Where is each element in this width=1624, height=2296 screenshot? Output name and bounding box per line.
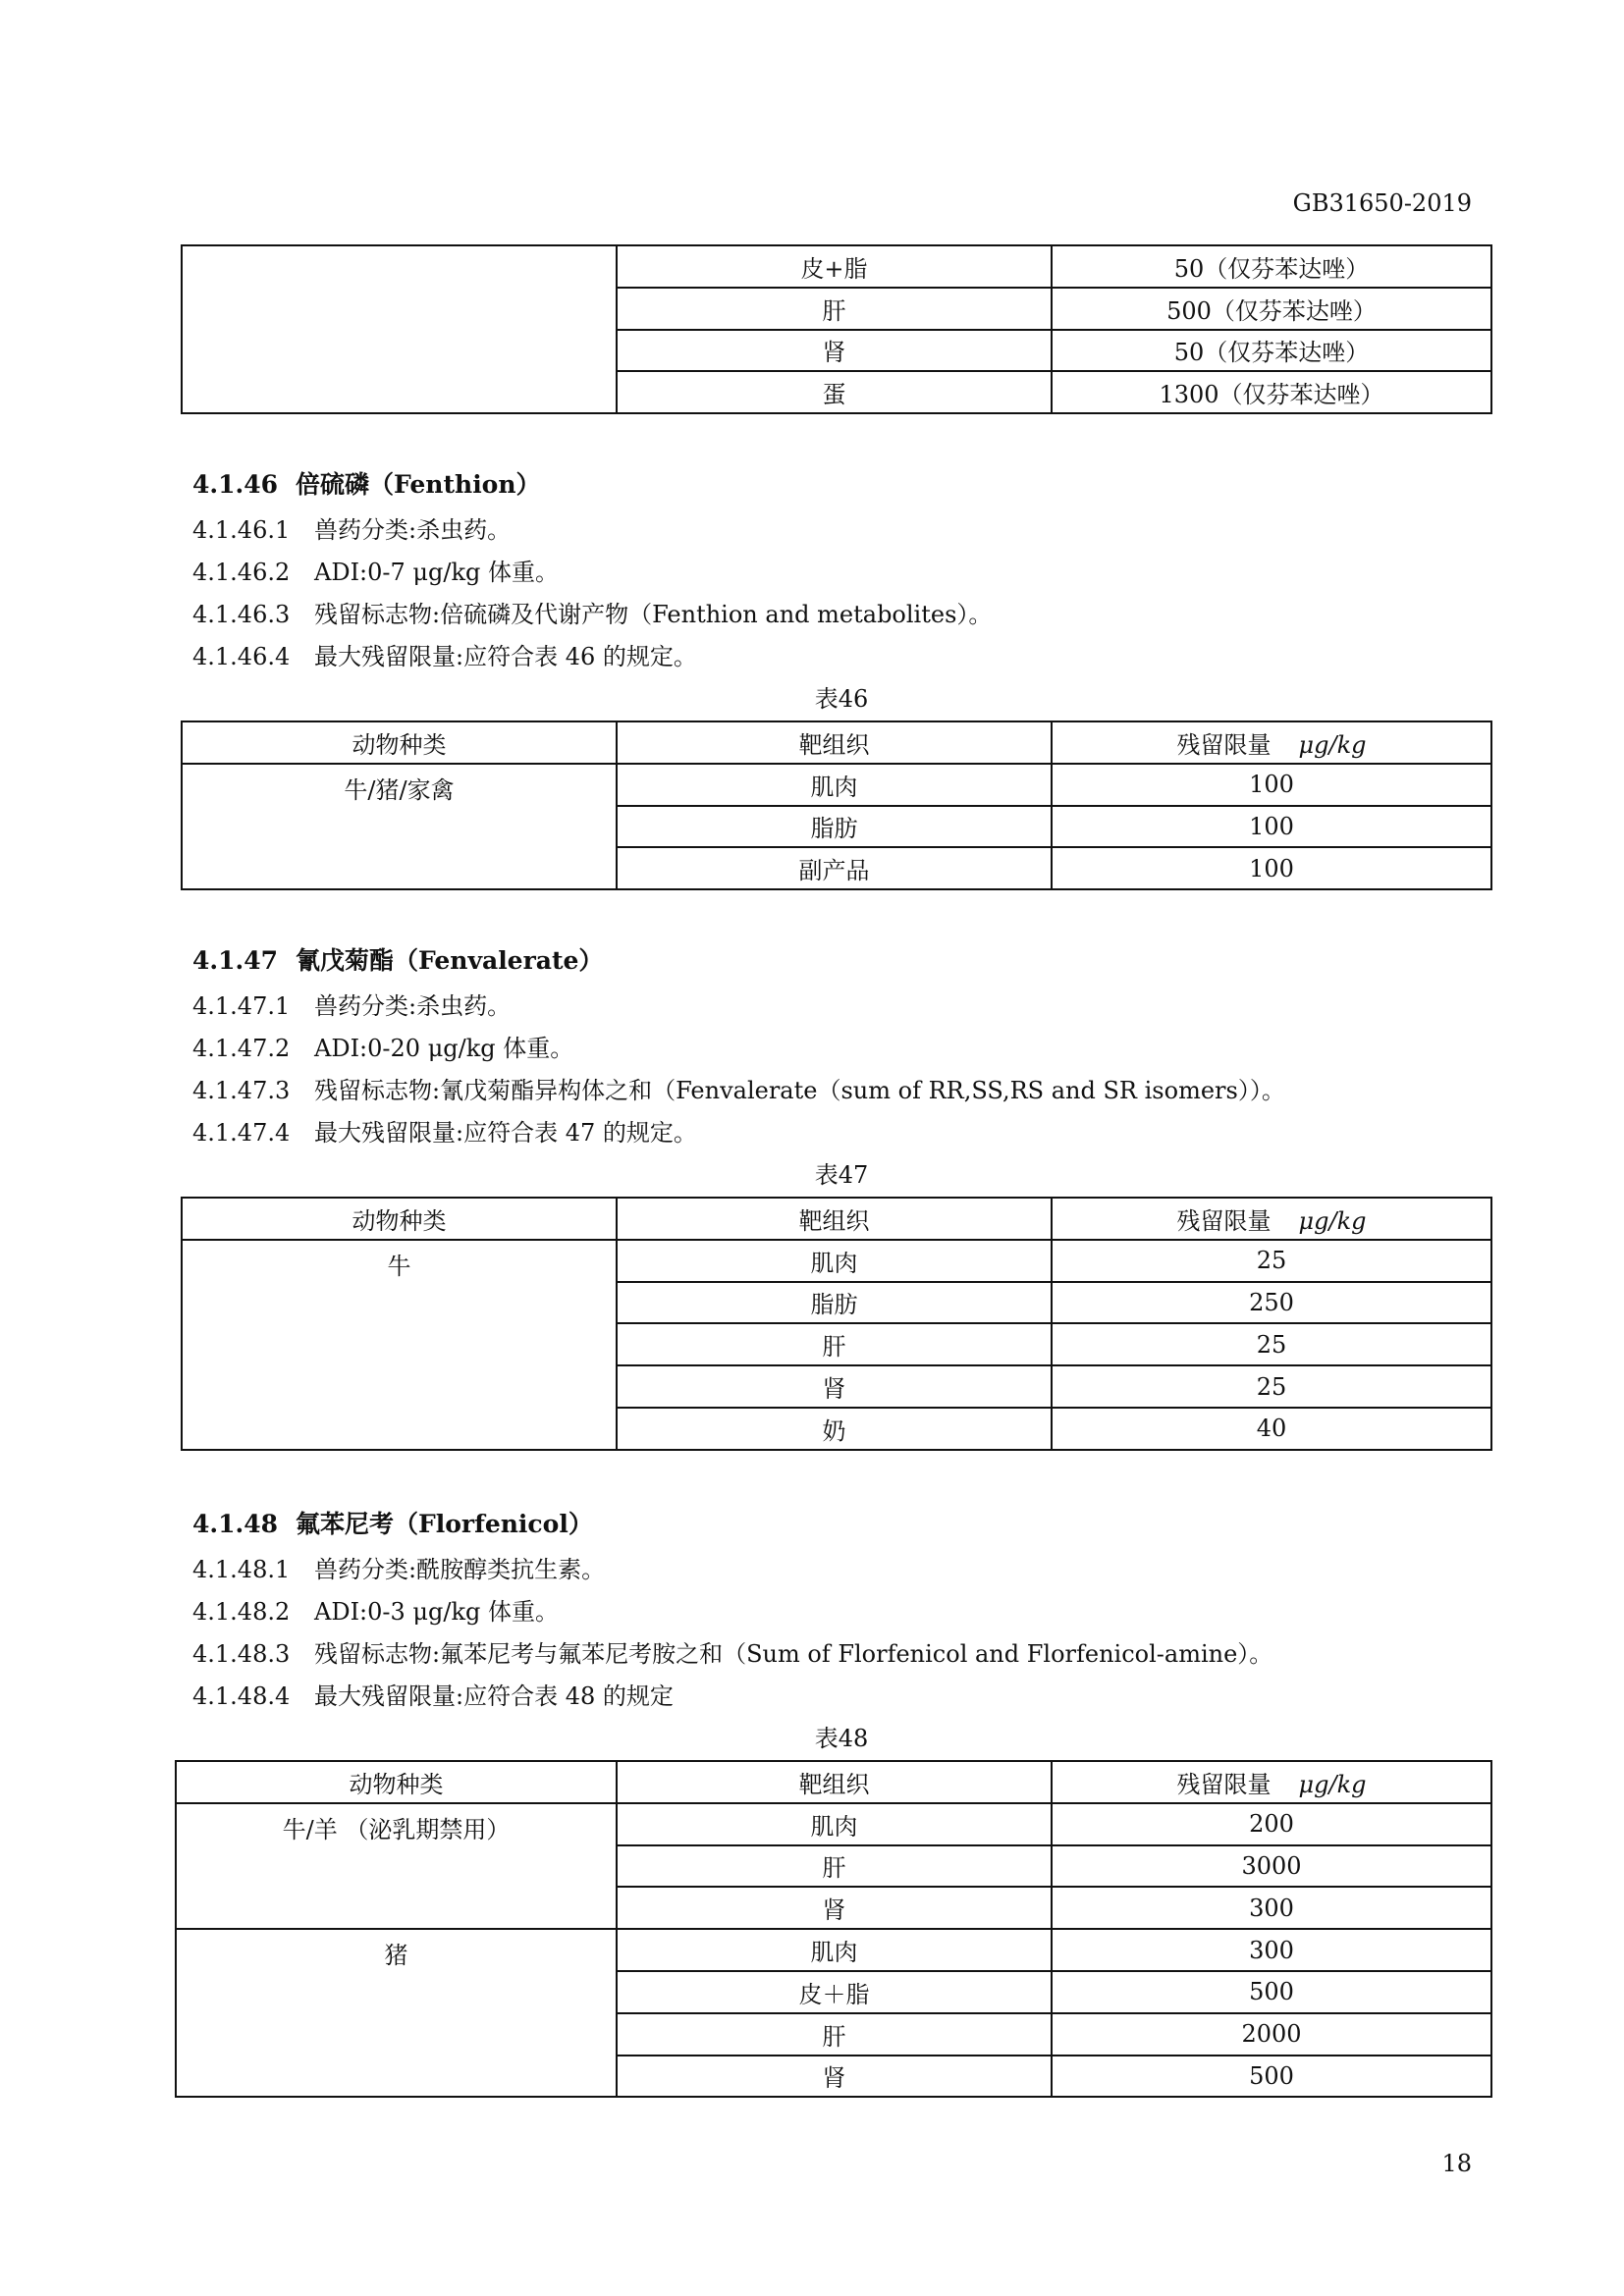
clause-number: 4.1.48.1 bbox=[192, 1556, 291, 1583]
tissue-cell: 肾 bbox=[617, 2056, 1052, 2098]
mrl-cell: 50（仅芬苯达唑） bbox=[1052, 330, 1491, 372]
clause-text: 兽药分类:杀虫药。 bbox=[314, 992, 512, 1020]
clause-number: 4.1.48.2 bbox=[192, 1598, 291, 1626]
species-cell: 猪 bbox=[176, 1929, 617, 2097]
tissue-cell: 副产品 bbox=[617, 847, 1052, 889]
clause-text: ADI:0-20 μg/kg 体重。 bbox=[314, 1035, 574, 1062]
mrl-cell: 200 bbox=[1052, 1803, 1491, 1845]
clause-line bbox=[192, 986, 1490, 1028]
mrl-table-46 bbox=[181, 721, 1492, 890]
tissue-cell: 肝 bbox=[617, 1845, 1052, 1888]
section-4-1-46 bbox=[181, 466, 1490, 890]
header-mrl-label: 残留限量 bbox=[1176, 730, 1272, 759]
header-mrl bbox=[1052, 721, 1491, 764]
clause-text: 兽药分类:杀虫药。 bbox=[314, 516, 512, 544]
section-title: 倍硫磷（Fenthion） bbox=[296, 470, 541, 499]
section-title: 氟苯尼考（Florfenicol） bbox=[296, 1510, 593, 1538]
tissue-cell: 肌肉 bbox=[617, 1240, 1052, 1282]
mrl-cell: 1300（仅芬苯达唑） bbox=[1052, 371, 1491, 413]
header-unit: μg/kg bbox=[1298, 1206, 1367, 1235]
tissue-cell: 肝 bbox=[617, 288, 1052, 330]
clause-number: 4.1.47.2 bbox=[192, 1035, 291, 1062]
clause-line bbox=[192, 1591, 1490, 1633]
table-caption: 表46 bbox=[814, 685, 869, 713]
mrl-cell: 250 bbox=[1052, 1282, 1491, 1324]
tissue-cell: 奶 bbox=[617, 1408, 1052, 1450]
header-mrl-label: 残留限量 bbox=[1176, 1206, 1272, 1235]
table-caption: 表48 bbox=[814, 1725, 869, 1752]
clause-text: 残留标志物:氟苯尼考与氟苯尼考胺之和（Sum of Florfenicol and Florfenicol-amine）。 bbox=[314, 1640, 1273, 1668]
page-number: 18 bbox=[1441, 2150, 1472, 2177]
header-species: 动物种类 bbox=[182, 1198, 617, 1240]
table-header-row bbox=[176, 1761, 1491, 1803]
header-tissue: 靶组织 bbox=[617, 721, 1052, 764]
mrl-cell: 300 bbox=[1052, 1929, 1491, 1971]
header-tissue: 靶组织 bbox=[617, 1198, 1052, 1240]
mrl-cell: 100 bbox=[1052, 847, 1491, 889]
continued-table-block bbox=[181, 244, 1490, 414]
mrl-cell: 50（仅芬苯达唑） bbox=[1052, 245, 1491, 288]
section-4-1-48 bbox=[175, 1506, 1490, 2098]
section-heading bbox=[192, 1506, 1490, 1542]
section-heading bbox=[192, 942, 1490, 979]
tissue-cell: 肝 bbox=[617, 2013, 1052, 2056]
clause-number: 4.1.48.3 bbox=[192, 1640, 291, 1668]
clause-text: 最大残留限量:应符合表 48 的规定 bbox=[314, 1682, 674, 1710]
header-unit: μg/kg bbox=[1298, 1770, 1367, 1798]
clause-number: 4.1.47.4 bbox=[192, 1119, 291, 1147]
table-header-row bbox=[182, 1198, 1491, 1240]
section-number: 4.1.46 bbox=[192, 470, 278, 499]
clause-line bbox=[192, 1112, 1490, 1154]
mrl-table-47 bbox=[181, 1197, 1492, 1451]
clause-text: 残留标志物:倍硫磷及代谢产物（Fenthion and metabolites）。 bbox=[314, 601, 993, 628]
section-heading bbox=[192, 466, 1490, 503]
mrl-cell: 25 bbox=[1052, 1323, 1491, 1365]
clause-text: 最大残留限量:应符合表 46 的规定。 bbox=[314, 643, 697, 670]
mrl-cell: 300 bbox=[1052, 1887, 1491, 1929]
clause-text: 兽药分类:酰胺醇类抗生素。 bbox=[314, 1556, 606, 1583]
clause-line bbox=[192, 1676, 1490, 1718]
clause-number: 4.1.46.1 bbox=[192, 516, 291, 544]
header-tissue: 靶组织 bbox=[617, 1761, 1052, 1803]
species-cell: 牛 bbox=[182, 1240, 617, 1450]
table-row bbox=[176, 1929, 1491, 1971]
tissue-cell: 肝 bbox=[617, 1323, 1052, 1365]
clause-line bbox=[192, 552, 1490, 594]
clause-line bbox=[192, 1070, 1490, 1112]
tissue-cell: 肾 bbox=[617, 1887, 1052, 1929]
table-row bbox=[176, 1803, 1491, 1845]
tissue-cell: 肌肉 bbox=[617, 1929, 1052, 1971]
clause-text: ADI:0-7 μg/kg 体重。 bbox=[314, 559, 559, 586]
clause-line bbox=[192, 594, 1490, 636]
mrl-cell: 40 bbox=[1052, 1408, 1491, 1450]
clause-line bbox=[192, 1028, 1490, 1070]
tissue-cell: 蛋 bbox=[617, 371, 1052, 413]
clause-line bbox=[192, 1549, 1490, 1591]
section-number: 4.1.47 bbox=[192, 946, 278, 975]
mrl-cell: 25 bbox=[1052, 1240, 1491, 1282]
clause-number: 4.1.46.4 bbox=[192, 643, 291, 670]
species-cell: 牛/猪/家禽 bbox=[182, 764, 617, 889]
header-unit: μg/kg bbox=[1298, 730, 1367, 759]
clause-line bbox=[192, 509, 1490, 552]
header-species: 动物种类 bbox=[176, 1761, 617, 1803]
section-4-1-47 bbox=[181, 942, 1490, 1451]
clause-line bbox=[192, 636, 1490, 678]
continued-table bbox=[181, 244, 1492, 414]
clause-number: 4.1.46.2 bbox=[192, 559, 291, 586]
section-title: 氰戊菊酯（Fenvalerate） bbox=[296, 946, 604, 975]
clause-number: 4.1.47.3 bbox=[192, 1077, 291, 1104]
header-mrl bbox=[1052, 1198, 1491, 1240]
table-row bbox=[182, 764, 1491, 806]
tissue-cell: 脂肪 bbox=[617, 806, 1052, 848]
clause-number: 4.1.46.3 bbox=[192, 601, 291, 628]
clause-line bbox=[192, 1633, 1490, 1676]
mrl-cell: 100 bbox=[1052, 764, 1491, 806]
table-header-row bbox=[182, 721, 1491, 764]
clause-number: 4.1.47.1 bbox=[192, 992, 291, 1020]
document-code: GB31650-2019 bbox=[1292, 189, 1472, 217]
mrl-cell: 500 bbox=[1052, 2056, 1491, 2098]
tissue-cell: 皮＋脂 bbox=[617, 1971, 1052, 2013]
species-cell: 牛/羊 （泌乳期禁用） bbox=[176, 1803, 617, 1929]
table-row bbox=[182, 1240, 1491, 1282]
header-species: 动物种类 bbox=[182, 721, 617, 764]
section-number: 4.1.48 bbox=[192, 1510, 278, 1538]
clause-text: 残留标志物:氰戊菊酯异构体之和（Fenvalerate（sum of RR,SS,RS and SR isomers））。 bbox=[314, 1077, 1285, 1104]
clause-text: ADI:0-3 μg/kg 体重。 bbox=[314, 1598, 559, 1626]
mrl-cell: 3000 bbox=[1052, 1845, 1491, 1888]
species-cell-empty bbox=[182, 245, 617, 413]
tissue-cell: 肾 bbox=[617, 330, 1052, 372]
clause-text: 最大残留限量:应符合表 47 的规定。 bbox=[314, 1119, 697, 1147]
header-mrl bbox=[1052, 1761, 1491, 1803]
mrl-table-48 bbox=[175, 1760, 1492, 2098]
mrl-cell: 500（仅芬苯达唑） bbox=[1052, 288, 1491, 330]
table-row bbox=[182, 245, 1491, 288]
header-mrl-label: 残留限量 bbox=[1176, 1770, 1272, 1798]
tissue-cell: 皮+脂 bbox=[617, 245, 1052, 288]
clause-number: 4.1.48.4 bbox=[192, 1682, 291, 1710]
tissue-cell: 肾 bbox=[617, 1365, 1052, 1408]
tissue-cell: 肌肉 bbox=[617, 1803, 1052, 1845]
mrl-cell: 2000 bbox=[1052, 2013, 1491, 2056]
tissue-cell: 脂肪 bbox=[617, 1282, 1052, 1324]
table-caption: 表47 bbox=[814, 1161, 869, 1189]
mrl-cell: 25 bbox=[1052, 1365, 1491, 1408]
mrl-cell: 500 bbox=[1052, 1971, 1491, 2013]
mrl-cell: 100 bbox=[1052, 806, 1491, 848]
tissue-cell: 肌肉 bbox=[617, 764, 1052, 806]
